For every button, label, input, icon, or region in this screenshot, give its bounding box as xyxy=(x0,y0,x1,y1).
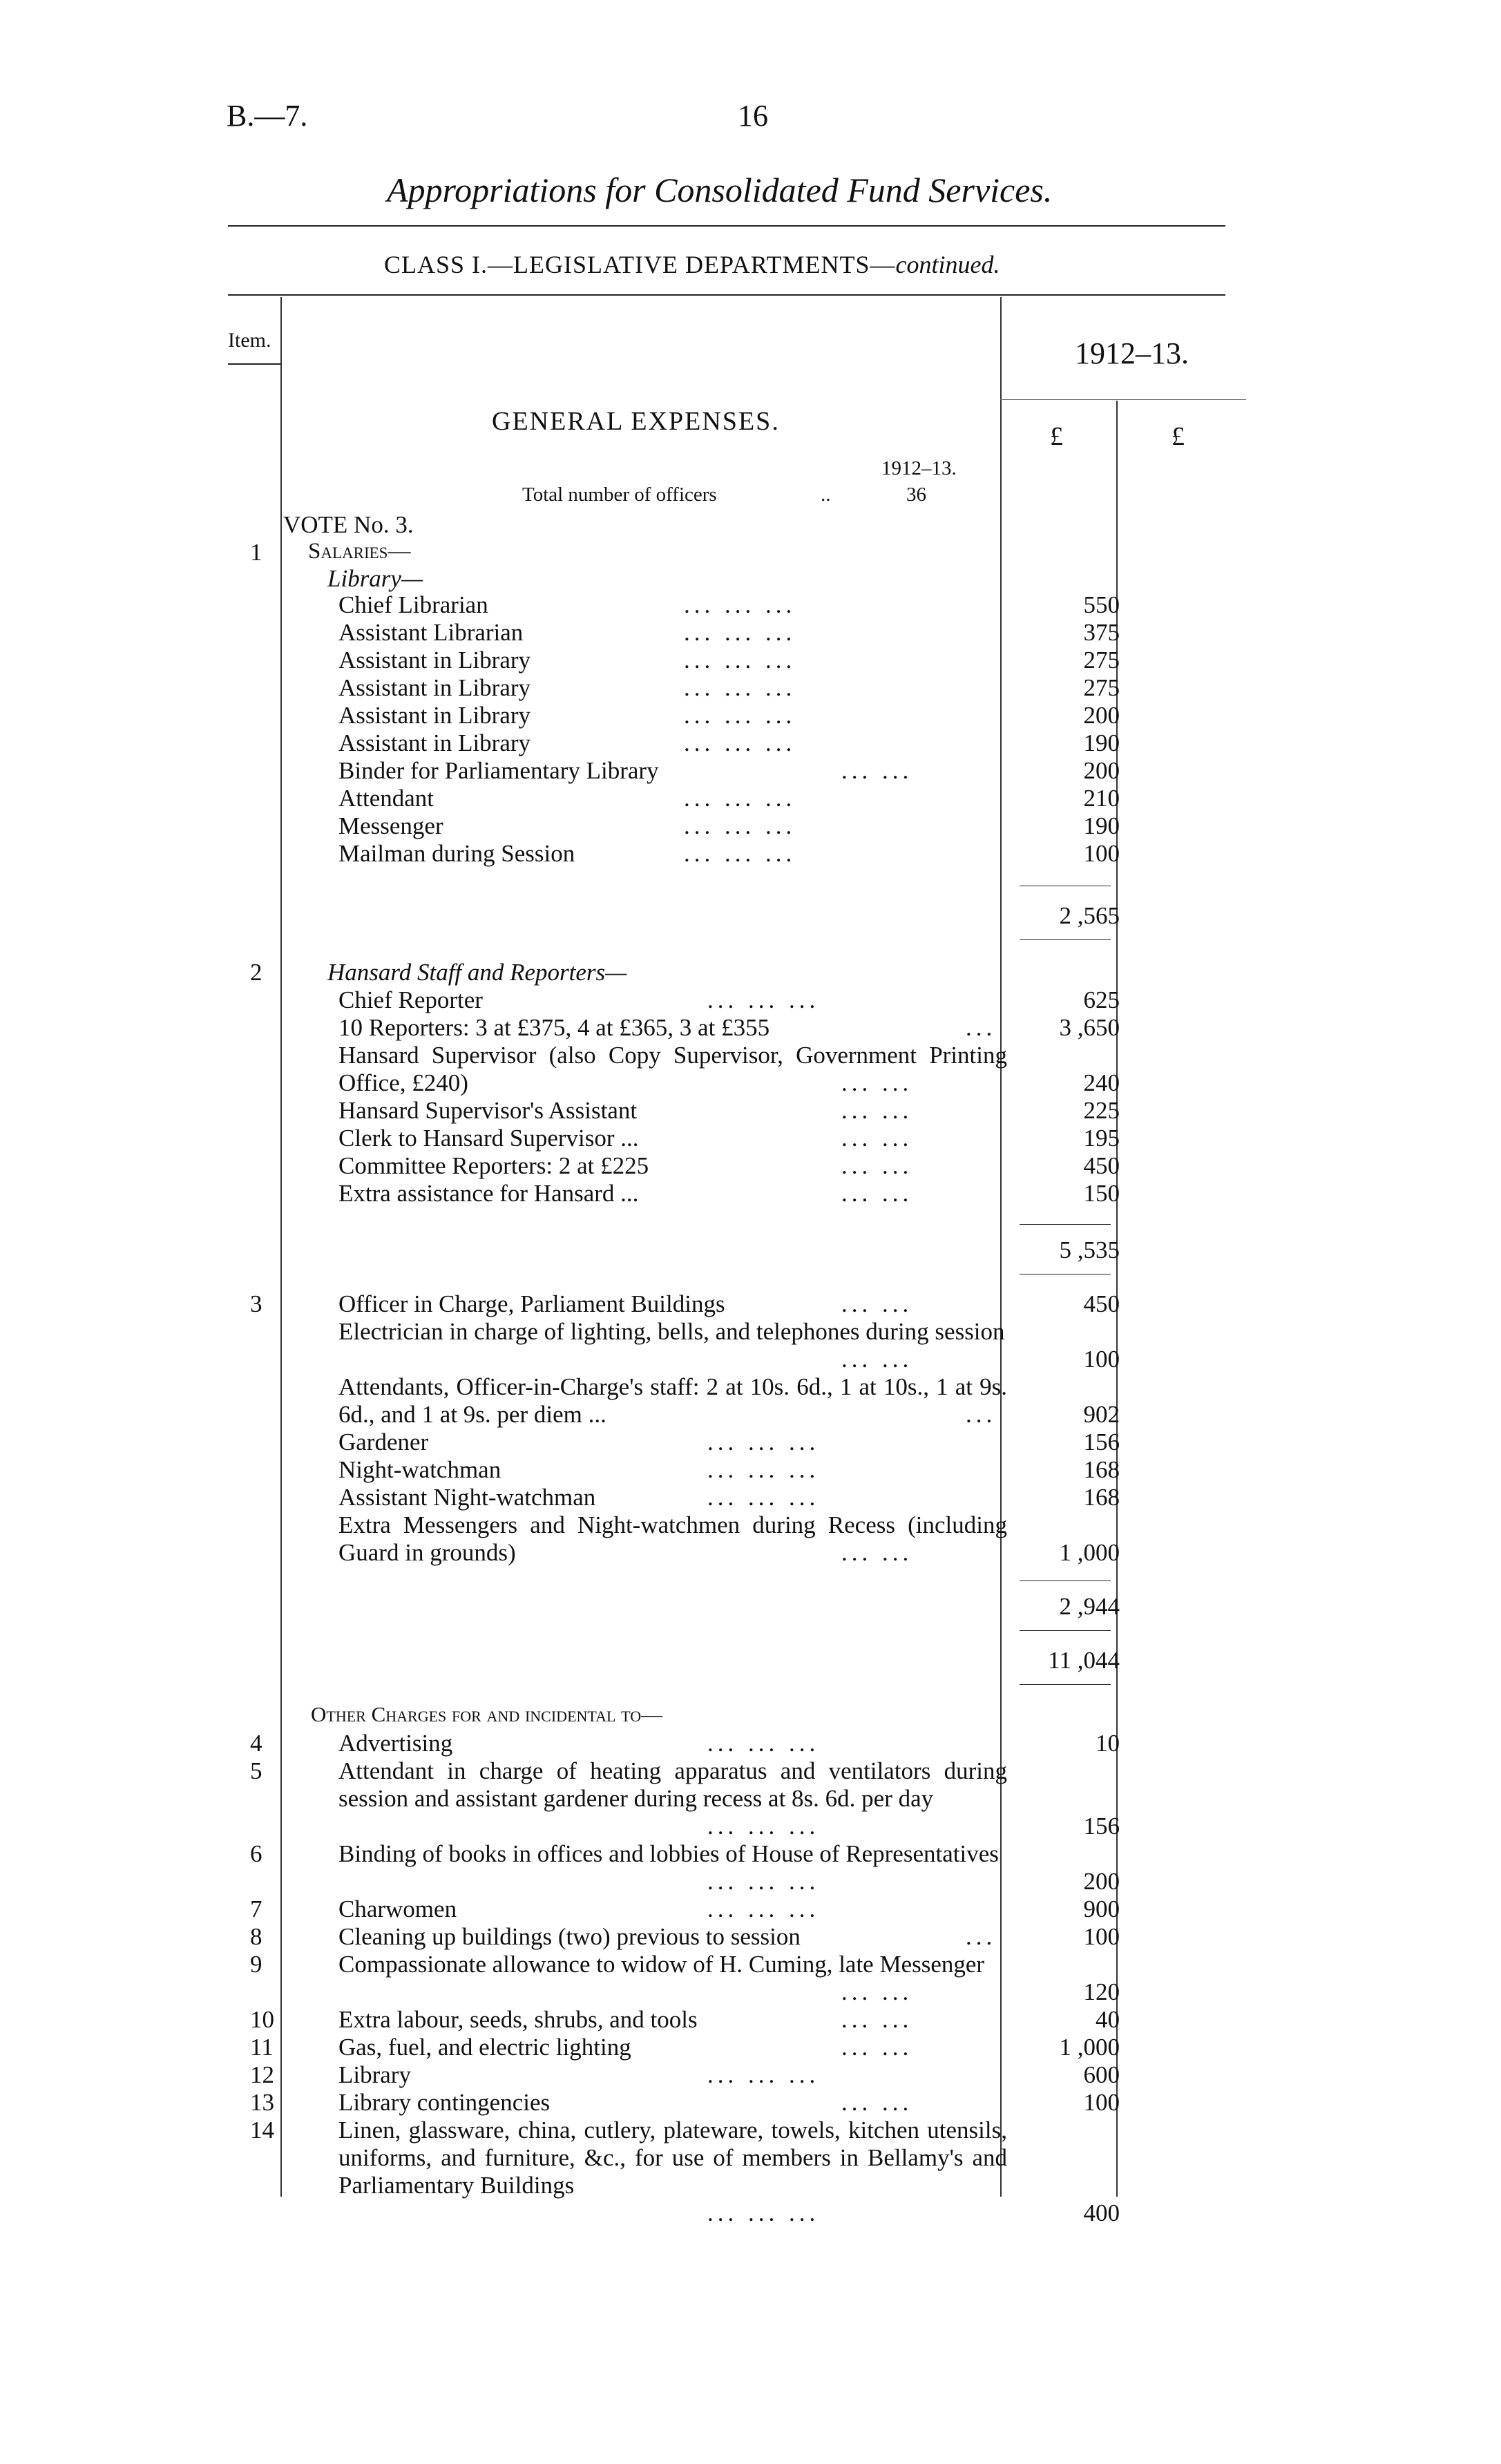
amount: 225 xyxy=(1083,1097,1120,1124)
amount: 168 xyxy=(1083,1456,1120,1483)
table-row: Mailman during Session xyxy=(338,840,575,867)
buildings-subtotal: 2 ,944 xyxy=(1059,1593,1120,1620)
leader-dots: ... ... ... xyxy=(707,2061,820,2088)
amount: 120 xyxy=(1083,1978,1120,2005)
subtotal-rule xyxy=(1020,1224,1111,1225)
table-row: Officer in Charge, Parliament Buildings xyxy=(338,1290,725,1317)
leader-dots: ... ... xyxy=(841,1069,913,1096)
table-row: Extra assistance for Hansard ... xyxy=(338,1180,639,1207)
amount: 400 xyxy=(1083,2199,1120,2226)
amount: 100 xyxy=(1083,840,1120,867)
amount: 156 xyxy=(1083,1813,1120,1840)
amount: 190 xyxy=(1083,812,1120,839)
leader-dots: ... ... xyxy=(841,1180,913,1207)
item-header-rule xyxy=(228,363,280,365)
subtotal-rule xyxy=(1020,1580,1111,1581)
amount: 10 xyxy=(1096,1730,1120,1757)
item-number: 7 xyxy=(250,1895,262,1922)
table-row: Extra Messengers and Night-watchmen during Recess (including Guard in grounds) xyxy=(338,1511,1007,1566)
subtotal-rule xyxy=(1020,1630,1111,1631)
leader-dots: ... ... xyxy=(841,2006,913,2033)
item-number: 8 xyxy=(250,1923,262,1950)
table-row: Assistant in Library xyxy=(338,674,531,701)
table-row: Gas, fuel, and electric lighting xyxy=(338,2034,631,2061)
leader-dots: ... xyxy=(966,1923,997,1950)
officers-dots: .. xyxy=(821,484,831,506)
amount: 625 xyxy=(1083,986,1120,1013)
table-row: Messenger xyxy=(338,812,443,839)
amount: 200 xyxy=(1083,702,1120,729)
table-top-rule xyxy=(228,294,1225,296)
amount: 1 ,000 xyxy=(1059,2034,1120,2061)
total-rule xyxy=(1020,1684,1111,1685)
hansard-subtotal: 5 ,535 xyxy=(1059,1236,1120,1263)
table-row: Assistant Librarian xyxy=(338,619,524,646)
table-row: Attendants, Officer-in-Charge's staff: 2 at 10s. 6d., 1 at 10s., 1 at 9s. 6d., and 1 at 9s. per diem ... xyxy=(338,1373,1007,1428)
amount: 450 xyxy=(1083,1152,1120,1179)
subtotal-rule xyxy=(1020,939,1111,940)
table-row: Charwomen xyxy=(338,1895,457,1922)
table-row: Extra labour, seeds, shrubs, and tools xyxy=(338,2006,698,2033)
table-row: Attendant xyxy=(338,785,434,812)
pound-column-2: £ xyxy=(1172,422,1185,451)
leader-dots: ... ... xyxy=(841,1539,913,1566)
year-header-rule xyxy=(1000,399,1246,400)
table-row: Gardener xyxy=(338,1429,429,1455)
amount: 200 xyxy=(1083,757,1120,784)
item-number: 3 xyxy=(250,1290,262,1317)
leader-dots: ... ... xyxy=(841,1290,913,1317)
leader-dots: ... ... ... xyxy=(707,1484,820,1511)
amount: 275 xyxy=(1083,674,1120,701)
item-number: 2 xyxy=(250,959,262,986)
amount: 240 xyxy=(1083,1069,1120,1096)
amount: 900 xyxy=(1083,1895,1120,1922)
leader-dots: ... ... ... xyxy=(684,785,796,812)
table-row: Assistant in Library xyxy=(338,729,531,756)
page-title: Appropriations for Consolidated Fund Services. xyxy=(387,171,1053,209)
table-row: Binder for Parliamentary Library xyxy=(338,757,659,784)
amount: 902 xyxy=(1083,1401,1120,1428)
amount: 150 xyxy=(1083,1180,1120,1207)
item-number: 13 xyxy=(250,2089,274,2116)
amount: 375 xyxy=(1083,619,1120,646)
leader-dots: ... ... ... xyxy=(684,591,796,618)
library-heading: Library— xyxy=(327,565,423,592)
table-row: Assistant in Library xyxy=(338,702,531,729)
leader-dots: ... ... ... xyxy=(684,812,796,839)
table-row: Compassionate allowance to widow of H. Cuming, late Messenger xyxy=(338,1951,985,1978)
amount: 210 xyxy=(1083,785,1120,812)
amount: 200 xyxy=(1083,1868,1120,1895)
amount: 100 xyxy=(1083,1923,1120,1950)
table-row: Night-watchman xyxy=(338,1456,501,1483)
library-subtotal: 2 ,565 xyxy=(1059,902,1120,929)
table-row: Library xyxy=(338,2061,411,2088)
item-number: 10 xyxy=(250,2006,274,2033)
amount: 550 xyxy=(1083,591,1120,618)
table-row: Binding of books in offices and lobbies of House of Representatives xyxy=(338,1840,999,1867)
salaries-grand-total: 11 ,044 xyxy=(1048,1647,1120,1674)
table-row: Linen, glassware, china, cutlery, plateware, towels, kitchen utensils, uniforms, and furniture, &c., for use of members in Bellamy's and Parliamentary Buildings xyxy=(338,2117,1007,2199)
leader-dots: ... ... ... xyxy=(684,619,796,646)
leader-dots: ... ... xyxy=(841,757,913,784)
table-row: Assistant in Library xyxy=(338,647,531,674)
table-row: Library contingencies xyxy=(338,2089,551,2116)
leader-dots: ... ... xyxy=(841,1097,913,1124)
amount: 3 ,650 xyxy=(1059,1014,1120,1041)
amount: 195 xyxy=(1083,1125,1120,1152)
officers-label: Total number of officers xyxy=(522,484,717,506)
salaries-heading: Salaries— xyxy=(308,539,411,564)
amount: 275 xyxy=(1083,647,1120,674)
leader-dots: ... ... xyxy=(841,1346,913,1373)
item-number: 12 xyxy=(250,2061,274,2088)
amount: 600 xyxy=(1083,2061,1120,2088)
leader-dots: ... ... ... xyxy=(684,674,796,701)
leader-dots: ... xyxy=(966,1014,997,1041)
officers-count: 36 xyxy=(906,484,926,506)
item-number: 4 xyxy=(250,1730,262,1757)
leader-dots: ... ... xyxy=(841,1152,913,1179)
leader-dots: ... ... ... xyxy=(707,1730,820,1757)
table-row: Clerk to Hansard Supervisor ... xyxy=(338,1125,639,1152)
leader-dots: ... ... ... xyxy=(707,1429,820,1455)
item-number: 1 xyxy=(250,539,262,566)
class-heading: CLASS I.—LEGISLATIVE DEPARTMENTS—continued. xyxy=(384,251,1000,278)
amount: 450 xyxy=(1083,1290,1120,1317)
table-row: Chief Reporter xyxy=(338,986,483,1013)
amount: 190 xyxy=(1083,729,1120,756)
table-row: Electrician in charge of lighting, bells, and telephones during session xyxy=(338,1318,1005,1345)
leader-dots: ... ... xyxy=(841,1125,913,1152)
leader-dots: ... ... ... xyxy=(707,1868,820,1895)
table-row: Committee Reporters: 2 at £225 xyxy=(338,1152,649,1179)
item-number: 6 xyxy=(250,1840,262,1867)
leader-dots: ... ... ... xyxy=(707,2199,820,2226)
amount: 100 xyxy=(1083,1346,1120,1373)
vote-number: VOTE No. 3. xyxy=(283,511,414,538)
leader-dots: ... ... ... xyxy=(707,1456,820,1483)
leader-dots: ... xyxy=(966,1401,997,1428)
amount: 156 xyxy=(1083,1429,1120,1455)
leader-dots: ... ... ... xyxy=(684,647,796,674)
pound-column-1: £ xyxy=(1050,422,1063,451)
document-code: B.—7. xyxy=(227,99,308,133)
table-row: Attendant in charge of heating apparatus and ventilators during session and assistant gardener during recess at 8s. 6d. per day xyxy=(338,1757,1007,1812)
year-column-header: 1912–13. xyxy=(1075,336,1189,370)
leader-dots: ... ... ... xyxy=(707,1813,820,1840)
hansard-heading: Hansard Staff and Reporters— xyxy=(327,959,627,986)
page-number: 16 xyxy=(738,99,768,133)
leader-dots: ... ... ... xyxy=(707,986,820,1013)
officers-year: 1912–13. xyxy=(881,457,957,479)
leader-dots: ... ... ... xyxy=(707,1895,820,1922)
leader-dots: ... ... ... xyxy=(684,702,796,729)
leader-dots: ... ... ... xyxy=(684,729,796,756)
leader-dots: ... ... xyxy=(841,2089,913,2116)
amount: 100 xyxy=(1083,2089,1120,2116)
table-row: 10 Reporters: 3 at £375, 4 at £365, 3 at £355 xyxy=(338,1014,770,1041)
section-heading: GENERAL EXPENSES. xyxy=(492,407,780,436)
leader-dots: ... ... ... xyxy=(684,840,796,867)
item-number: 14 xyxy=(250,2117,274,2143)
item-number: 9 xyxy=(250,1951,262,1978)
title-rule xyxy=(228,225,1225,227)
item-number: 11 xyxy=(250,2034,274,2061)
table-row: Advertising xyxy=(338,1730,453,1757)
table-row: Chief Librarian xyxy=(338,591,488,618)
amount: 40 xyxy=(1096,2006,1120,2033)
amount: 168 xyxy=(1083,1484,1120,1511)
leader-dots: ... ... xyxy=(841,1978,913,2005)
table-row: Cleaning up buildings (two) previous to session xyxy=(338,1923,801,1950)
table-row: Hansard Supervisor (also Copy Supervisor, Government Printing Office, £240) xyxy=(338,1042,1007,1096)
item-column-divider xyxy=(280,297,282,2197)
item-number: 5 xyxy=(250,1757,262,1784)
amount: 1 ,000 xyxy=(1059,1539,1120,1566)
leader-dots: ... ... xyxy=(841,2034,913,2061)
item-column-header: Item. xyxy=(228,329,271,352)
table-row: Hansard Supervisor's Assistant xyxy=(338,1097,638,1124)
table-row: Assistant Night-watchman xyxy=(338,1484,596,1511)
other-charges-heading: Other Charges for and incidental to— xyxy=(311,1702,663,1726)
